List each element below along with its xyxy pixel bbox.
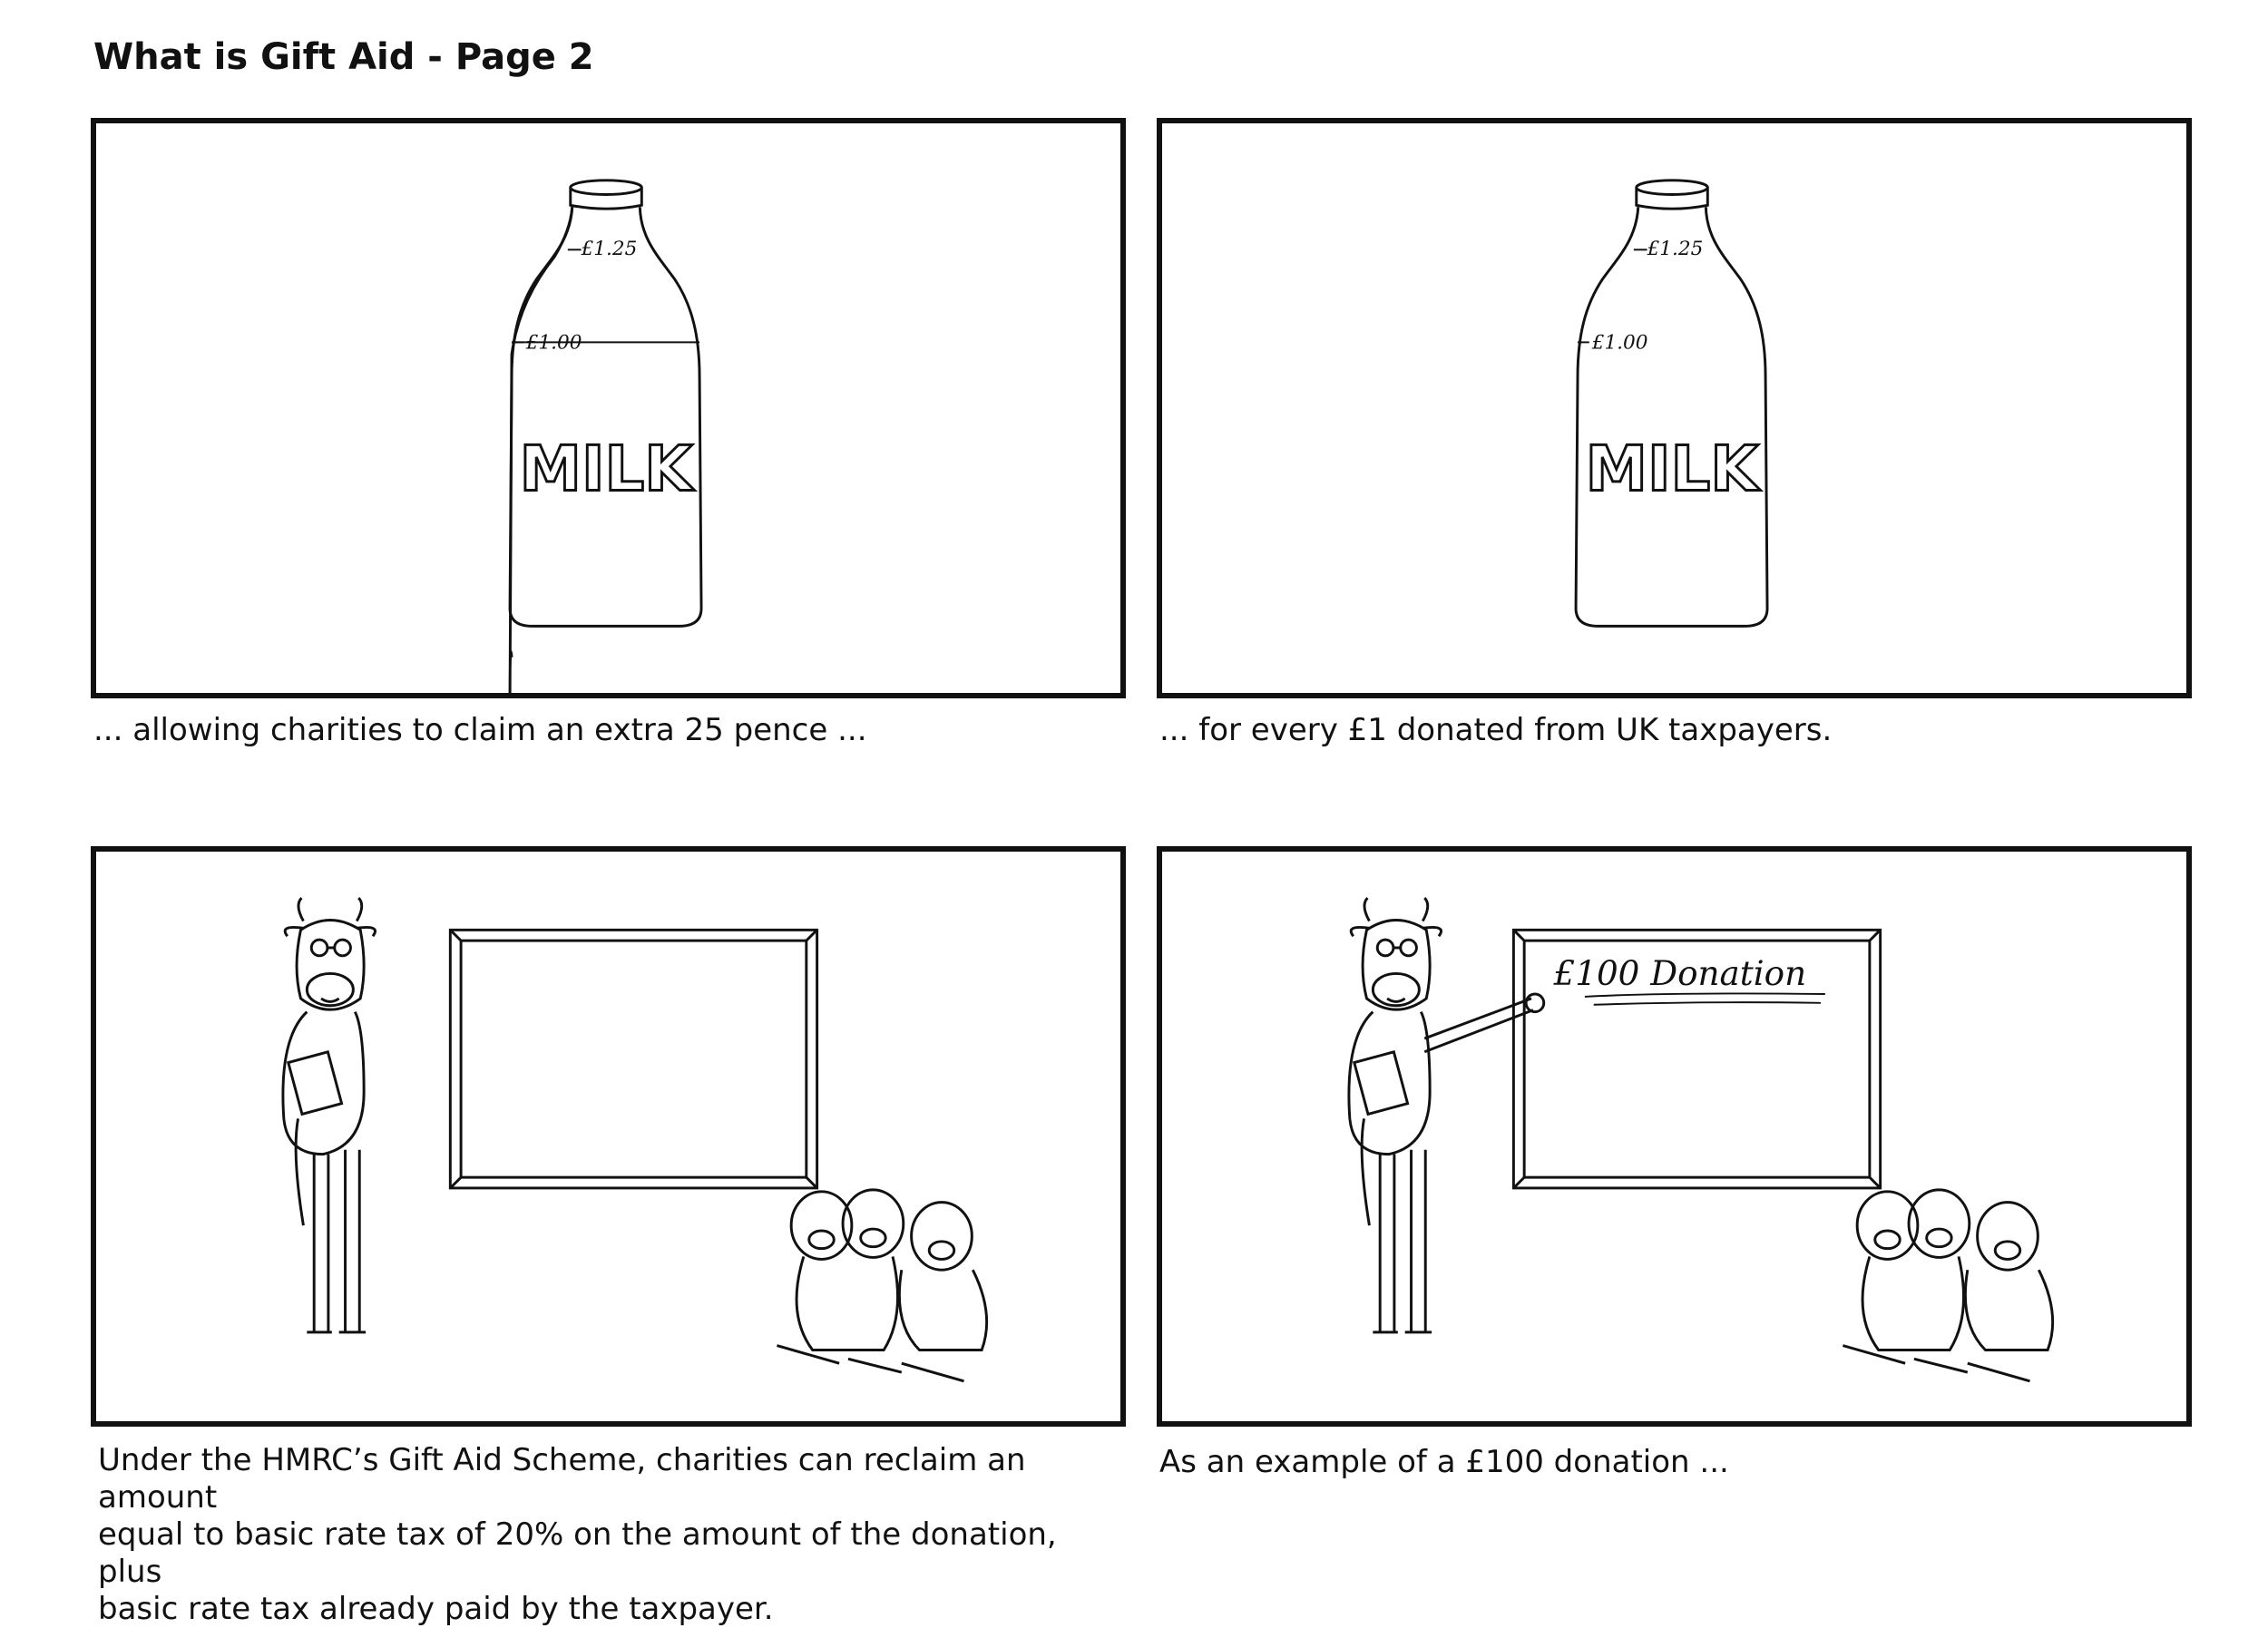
panel-1-caption: ... allowing charities to claim an extra 25 pence ...	[93, 712, 867, 748]
caption-line: basic rate tax already paid by the taxpayer.	[98, 1591, 774, 1627]
milk-bottle-illustration	[1162, 123, 2186, 693]
storyboard-panel-1	[91, 118, 1126, 698]
storyboard-panel-4	[1157, 846, 2192, 1427]
price-mark-middle: £1.00	[1591, 331, 1648, 355]
bottle-label: MILK	[1585, 433, 1759, 506]
teacher-cow	[283, 898, 376, 1332]
caption-line: Under the HMRC’s Gift Aid Scheme, charities can reclaim an amount	[98, 1442, 1026, 1516]
storyboard-panel-3	[91, 846, 1126, 1427]
page-title: What is Gift Aid - Page 2	[93, 36, 594, 78]
panel-4-caption: As an example of a £100 donation ...	[1159, 1444, 1729, 1480]
price-mark-top: £1.25	[581, 238, 638, 261]
blackboard	[450, 930, 816, 1188]
classroom-illustration	[1162, 852, 2186, 1421]
panel-2-caption: ... for every £1 donated from UK taxpayers.	[1159, 712, 1833, 748]
calves	[777, 1190, 986, 1381]
board-text: £100 Donation	[1553, 953, 1807, 994]
panel-3-caption	[98, 1442, 1123, 1628]
classroom-illustration	[96, 852, 1120, 1421]
bottle-label: MILK	[519, 433, 693, 506]
price-mark-top: £1.25	[1647, 238, 1704, 261]
milk-label-outline	[520, 433, 696, 505]
caption-line: equal to basic rate tax of 20% on the amount of the donation, plus	[98, 1516, 1057, 1590]
price-mark-middle: £1.00	[525, 331, 582, 355]
calves	[1843, 1190, 2052, 1381]
milk-bottle-illustration	[96, 123, 1120, 693]
storyboard-panel-2	[1157, 118, 2192, 698]
